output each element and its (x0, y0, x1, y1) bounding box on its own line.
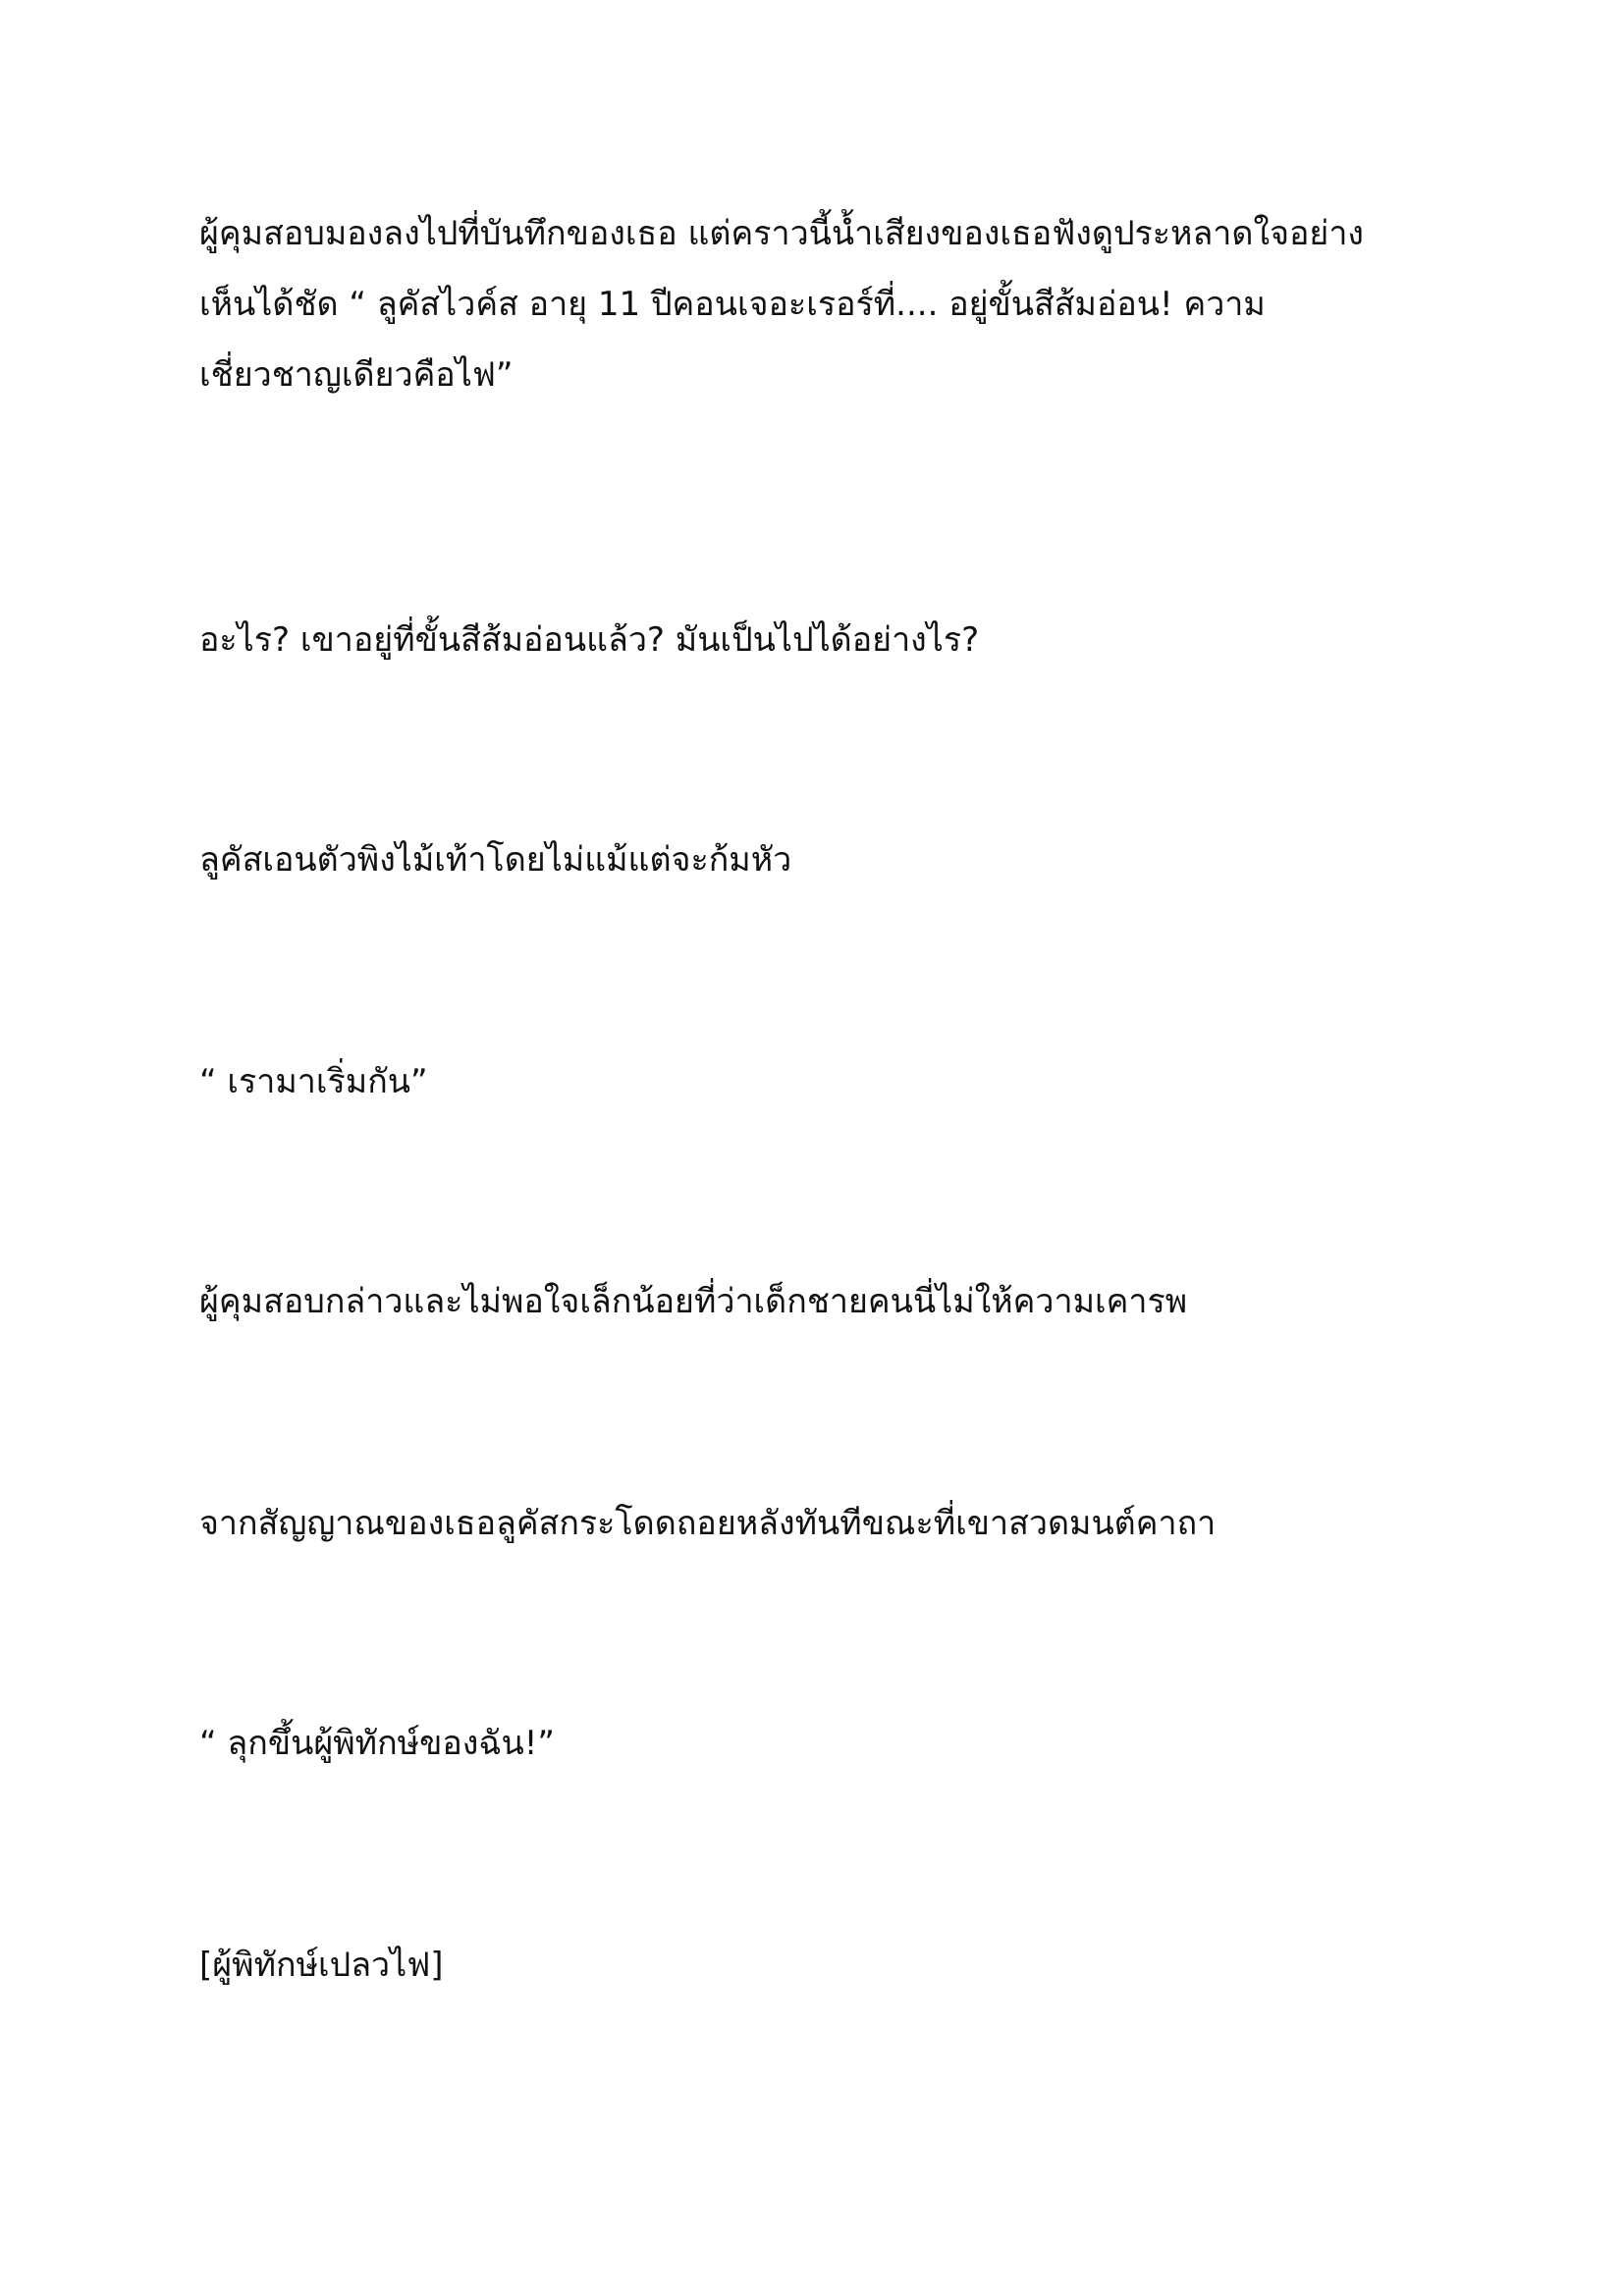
paragraph-examiner-displeased (199, 1266, 1436, 1337)
paragraph-skill-name (199, 1930, 1436, 2001)
text-line: อะไร? เขาอยู่ที่ขั้นสีส้มอ่อนแล้ว? มันเป็นไปได้อย่างไร? (199, 620, 980, 660)
text-line: ผู้คุมสอบมองลงไปที่บันทึกของเธอ แต่คราวนี้น้ำเสียงของเธอฟังดูประหลาดใจอย่าง (199, 214, 1365, 253)
text-line: เห็นได้ชัด “ ลูคัสไวค์ส อายุ 11 ปีคอนเจอะเรอร์ที่.... อยู่ขั้นสีส้มอ่อน! ความ (199, 285, 1266, 324)
paragraph-question (199, 605, 1436, 675)
text-line: ผู้คุมสอบกล่าวและไม่พอใจเล็กน้อยที่ว่าเด็กชายคนนี่ไม่ให้ความเคารพ (199, 1282, 1188, 1321)
text-line: เชี่ยวชาญเดียวคือไฟ” (199, 355, 514, 395)
text-line: จากสัญญาณของเธอลูคัสกระโดดถอยหลังทันทีขณะที่เขาสวดมนต์คาถา (199, 1504, 1217, 1543)
text-line: “ ลุกขึ้นผู้พิทักษ์ของฉัน!” (199, 1724, 555, 1763)
text-line: ลูคัสเอนตัวพิงไม้เท้าโดยไม่แม้แต่จะก้มหัว (199, 840, 792, 880)
paragraph-examiner-notes (199, 198, 1436, 410)
text-line: [ผู้พิทักษ์เปลวไฟ] (199, 1946, 444, 1985)
paragraph-dialogue-start (199, 1046, 1436, 1117)
paragraph-lucas-jumps (199, 1488, 1436, 1559)
paragraph-dialogue-summon (199, 1708, 1436, 1779)
paragraph-lucas-leans (199, 825, 1436, 895)
text-line: “ เรามาเริ่มกัน” (199, 1062, 428, 1101)
